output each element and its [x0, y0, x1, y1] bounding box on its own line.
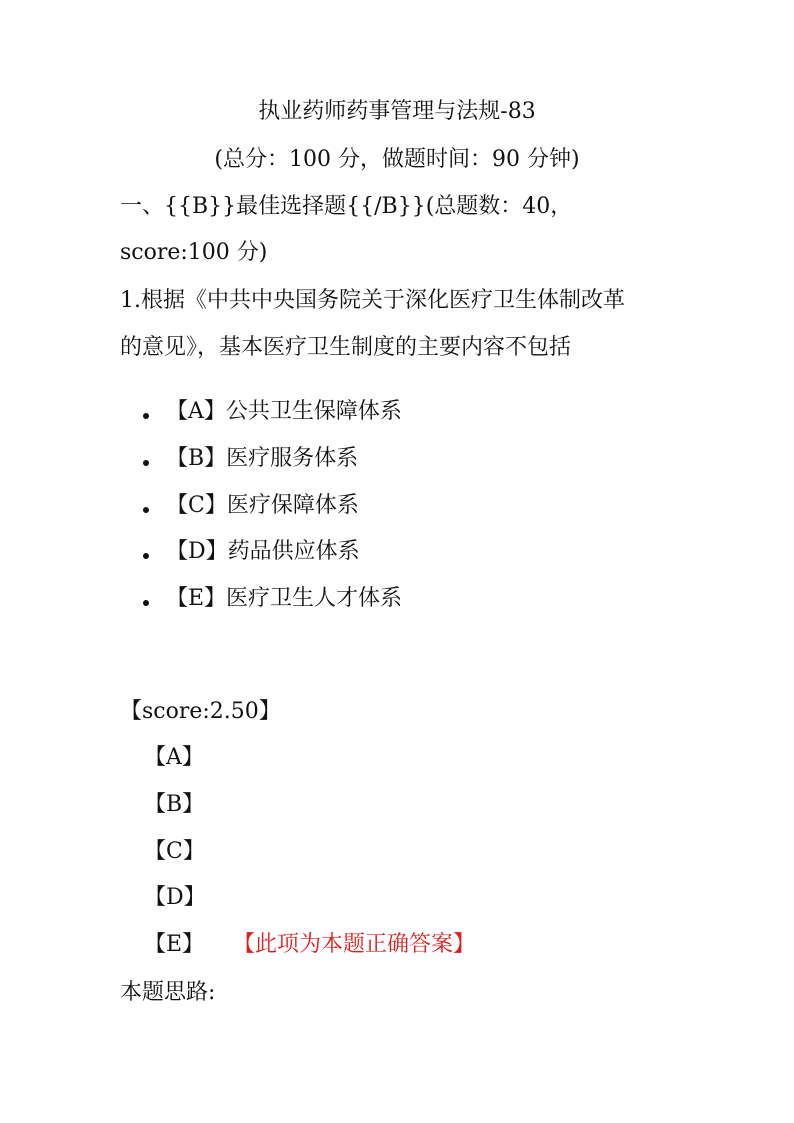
answer-choice: 【C】: [144, 839, 205, 864]
bullet-icon: [143, 507, 149, 513]
score-label: 【score:2.50】: [120, 699, 281, 724]
correct-answer-note: 【此项为本题正确答案】: [233, 932, 476, 957]
bullet-icon: [143, 413, 149, 419]
bullet-icon: [143, 600, 149, 606]
section-heading: 一、{{B}}最佳选择题{{/B}}(总题数：40，: [120, 194, 573, 219]
document-title: 执业药师药事管理与法规-83: [258, 99, 536, 124]
explanation-label: 本题思路:: [120, 980, 216, 1005]
answer-choice: 【A】: [144, 745, 204, 770]
answer-choice: 【D】: [144, 885, 206, 910]
option-label: 【E】医疗卫生人才体系: [166, 586, 403, 611]
option-label: 【D】药品供应体系: [166, 539, 360, 564]
option-label: 【C】医疗保障体系: [166, 493, 359, 518]
answer-choice: 【B】: [144, 792, 205, 817]
answer-choice: 【E】: [144, 932, 205, 957]
option-label: 【A】公共卫生保障体系: [166, 399, 402, 424]
section-heading-continued: score:100 分): [120, 240, 268, 265]
bullet-icon: [143, 460, 149, 466]
question-text: 1.根据《中共中央国务院关于深化医疗卫生体制改革: [120, 288, 625, 313]
document-subtitle: (总分：100 分，做题时间：90 分钟): [214, 147, 580, 172]
bullet-icon: [143, 553, 149, 559]
option-label: 【B】医疗服务体系: [166, 446, 359, 471]
question-text-continued: 的意见》，基本医疗卫生制度的主要内容不包括: [120, 335, 572, 360]
